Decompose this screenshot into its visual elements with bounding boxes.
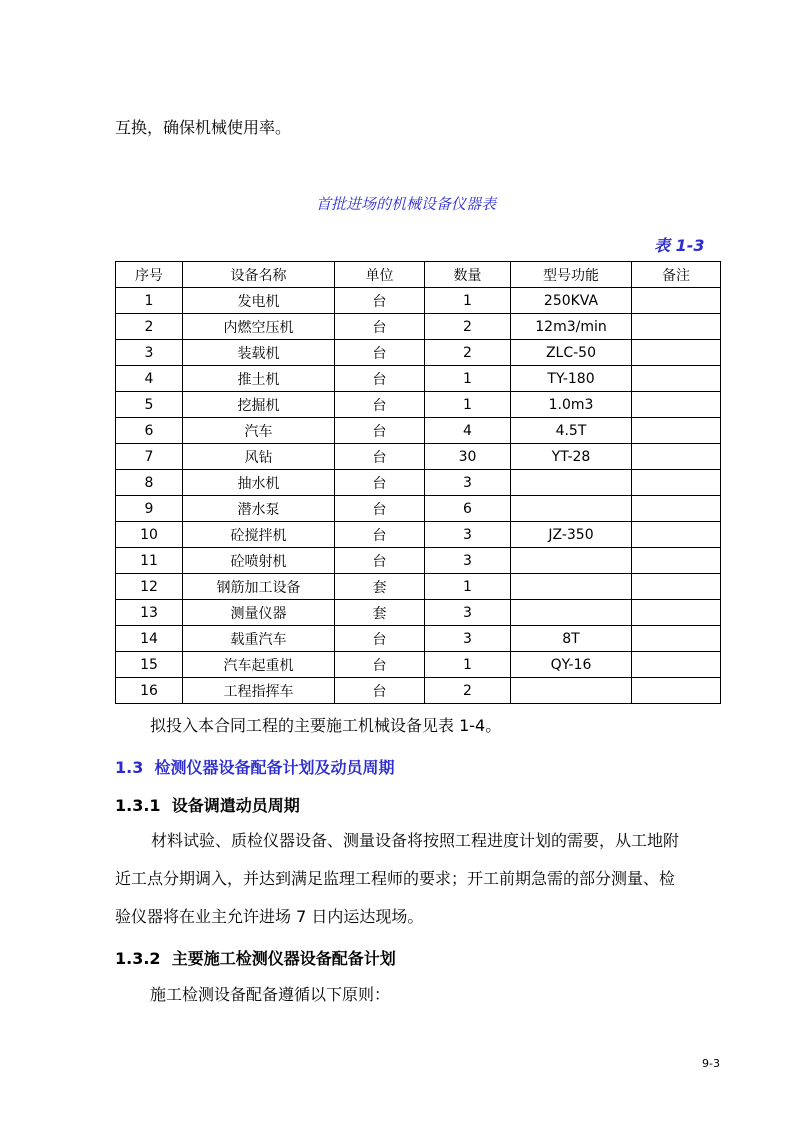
section-heading-1-3-2 — [115, 946, 396, 969]
paragraph-1 — [115, 822, 720, 936]
table-cell: 16 — [116, 678, 183, 704]
table-cell: 11 — [116, 548, 183, 574]
column-header: 数量 — [425, 262, 511, 288]
paragraph-line: 材料试验、质检仪器设备、测量设备将按照工程进度计划的需要，从工地附 — [151, 831, 680, 850]
table-cell: 装载机 — [183, 340, 335, 366]
table-cell: ZLC-50 — [511, 340, 632, 366]
table-cell — [632, 678, 721, 704]
table-cell — [632, 340, 721, 366]
table-header-row — [116, 262, 721, 288]
paragraph-2: 施工检测设备配备遵循以下原则： — [150, 985, 391, 1004]
table-cell — [632, 496, 721, 522]
table-row — [116, 600, 721, 626]
table-cell: 1 — [116, 288, 183, 314]
column-header: 单位 — [335, 262, 425, 288]
table-cell: 3 — [425, 522, 511, 548]
section-heading-1-3-1 — [115, 793, 300, 816]
table-cell: 风钻 — [183, 444, 335, 470]
table-cell: 台 — [335, 340, 425, 366]
paragraph-line: 验仪器将在业主允许进场 7 日内运达现场。 — [115, 907, 424, 926]
table-caption: 首批进场的机械设备仪器表 — [316, 195, 497, 213]
table-cell: 挖掘机 — [183, 392, 335, 418]
table-cell: 250KVA — [511, 288, 632, 314]
intro-line: 互换，确保机械使用率。 — [115, 118, 292, 137]
section-number: 1.3 — [115, 758, 144, 777]
table-cell: 15 — [116, 652, 183, 678]
table-cell: 7 — [116, 444, 183, 470]
table-cell: 5 — [116, 392, 183, 418]
table-cell — [632, 366, 721, 392]
column-header: 型号功能 — [511, 262, 632, 288]
equipment-table — [115, 261, 721, 704]
table-cell: 发电机 — [183, 288, 335, 314]
table-cell: 8T — [511, 626, 632, 652]
table-cell: 台 — [335, 444, 425, 470]
table-body — [116, 288, 721, 704]
table-cell: 汽车起重机 — [183, 652, 335, 678]
table-cell: 砼喷射机 — [183, 548, 335, 574]
table-cell: 台 — [335, 652, 425, 678]
page-number: 9-3 — [702, 1057, 720, 1070]
paragraph-line: 近工点分期调入，并达到满足监理工程师的要求；开工前期急需的部分测量、检 — [115, 869, 676, 888]
table-row — [116, 652, 721, 678]
after-table-text: 拟投入本合同工程的主要施工机械设备见表 1-4。 — [150, 716, 502, 735]
table-cell: JZ-350 — [511, 522, 632, 548]
table-cell: 台 — [335, 392, 425, 418]
table-cell — [632, 392, 721, 418]
table-cell: QY-16 — [511, 652, 632, 678]
table-cell — [511, 548, 632, 574]
table-cell: 1 — [425, 366, 511, 392]
table-cell: 台 — [335, 548, 425, 574]
table-cell: 3 — [425, 626, 511, 652]
table-cell — [632, 600, 721, 626]
table-row — [116, 392, 721, 418]
table-cell — [632, 314, 721, 340]
table-cell — [632, 574, 721, 600]
table-cell: 台 — [335, 418, 425, 444]
table-cell: 30 — [425, 444, 511, 470]
table-cell — [511, 678, 632, 704]
table-cell: 2 — [425, 314, 511, 340]
table-cell: 1 — [425, 392, 511, 418]
table-row — [116, 444, 721, 470]
table-cell: 6 — [116, 418, 183, 444]
table-cell — [632, 626, 721, 652]
table-cell: 13 — [116, 600, 183, 626]
table-cell: 1.0m3 — [511, 392, 632, 418]
table-cell: 1 — [425, 652, 511, 678]
table-cell — [511, 470, 632, 496]
table-cell — [632, 288, 721, 314]
table-cell: 2 — [116, 314, 183, 340]
table-cell: 3 — [116, 340, 183, 366]
table-cell: 推土机 — [183, 366, 335, 392]
table-cell — [632, 652, 721, 678]
column-header: 序号 — [116, 262, 183, 288]
table-cell: 14 — [116, 626, 183, 652]
table-row — [116, 496, 721, 522]
table-row — [116, 340, 721, 366]
table-cell: 台 — [335, 496, 425, 522]
table-row — [116, 574, 721, 600]
table-cell: 12m3/min — [511, 314, 632, 340]
table-cell: 4 — [425, 418, 511, 444]
table-cell: 8 — [116, 470, 183, 496]
table-cell: 3 — [425, 600, 511, 626]
table-cell: 9 — [116, 496, 183, 522]
table-cell: 10 — [116, 522, 183, 548]
table-cell: 台 — [335, 626, 425, 652]
table-cell — [632, 470, 721, 496]
table-cell: 内燃空压机 — [183, 314, 335, 340]
section-title: 设备调遣动员周期 — [171, 796, 300, 815]
table-cell — [632, 548, 721, 574]
column-header: 备注 — [632, 262, 721, 288]
table-cell: 钢筋加工设备 — [183, 574, 335, 600]
section-heading-1-3 — [115, 755, 395, 778]
table-cell: 1 — [425, 574, 511, 600]
table-cell: 工程指挥车 — [183, 678, 335, 704]
table-cell: 台 — [335, 288, 425, 314]
table-row — [116, 418, 721, 444]
table-cell: 抽水机 — [183, 470, 335, 496]
table-cell: 6 — [425, 496, 511, 522]
table-cell — [511, 600, 632, 626]
section-title: 主要施工检测仪器设备配备计划 — [171, 949, 396, 968]
table-cell: 砼搅拌机 — [183, 522, 335, 548]
table-number: 表 1-3 — [654, 236, 705, 255]
table-row — [116, 626, 721, 652]
table-cell: 台 — [335, 366, 425, 392]
section-number: 1.3.1 — [115, 796, 161, 815]
table-cell: 汽车 — [183, 418, 335, 444]
section-number: 1.3.2 — [115, 949, 161, 968]
table-row — [116, 366, 721, 392]
table-row — [116, 678, 721, 704]
table-cell: 载重汽车 — [183, 626, 335, 652]
table-cell: 12 — [116, 574, 183, 600]
table-cell: 2 — [425, 340, 511, 366]
table-row — [116, 522, 721, 548]
table-cell: 2 — [425, 678, 511, 704]
table-cell — [632, 444, 721, 470]
table-cell: 潜水泵 — [183, 496, 335, 522]
table-cell: 测量仪器 — [183, 600, 335, 626]
table-cell: 1 — [425, 288, 511, 314]
table-cell: 4 — [116, 366, 183, 392]
table-row — [116, 314, 721, 340]
table-row — [116, 470, 721, 496]
table-cell: YT-28 — [511, 444, 632, 470]
table-cell — [632, 522, 721, 548]
table-row — [116, 548, 721, 574]
table-cell: 台 — [335, 470, 425, 496]
table-cell: 台 — [335, 678, 425, 704]
table-cell: 台 — [335, 522, 425, 548]
table-cell: 台 — [335, 314, 425, 340]
section-title: 检测仪器设备配备计划及动员周期 — [154, 758, 395, 777]
table-cell: 套 — [335, 574, 425, 600]
table-cell — [511, 496, 632, 522]
table-cell: TY-180 — [511, 366, 632, 392]
table-cell: 套 — [335, 600, 425, 626]
table-cell: 4.5T — [511, 418, 632, 444]
table-cell: 3 — [425, 548, 511, 574]
table-cell — [632, 418, 721, 444]
table-row — [116, 288, 721, 314]
column-header: 设备名称 — [183, 262, 335, 288]
table-cell: 3 — [425, 470, 511, 496]
table-cell — [511, 574, 632, 600]
